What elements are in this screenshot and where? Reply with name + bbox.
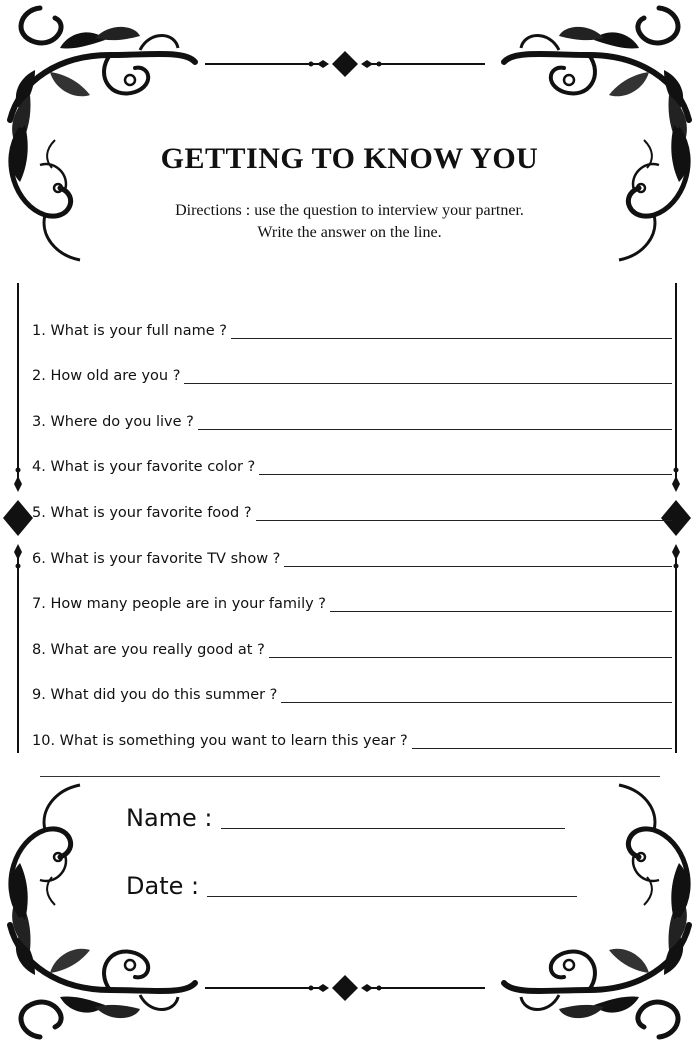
answer-line[interactable] — [281, 684, 672, 703]
diamond-divider-icon — [3, 283, 33, 753]
name-line[interactable] — [221, 802, 565, 829]
answer-line[interactable] — [198, 411, 672, 430]
name-field — [126, 802, 565, 833]
page-title: GETTING TO KNOW YOU — [160, 142, 539, 175]
question-text: 10. What is something you want to learn this year ? — [32, 732, 408, 749]
question-text: 8. What are you really good at ? — [32, 641, 265, 658]
answer-line[interactable] — [330, 593, 672, 612]
question-item — [32, 478, 672, 524]
date-line[interactable] — [207, 870, 577, 897]
question-text: 3. Where do you live ? — [32, 413, 194, 430]
question-item — [32, 387, 672, 433]
question-item — [32, 433, 672, 479]
question-text: 6. What is your favorite TV show ? — [32, 550, 281, 567]
question-text: 2. How old are you ? — [32, 368, 181, 385]
answer-line[interactable] — [269, 639, 672, 658]
question-text: 5. What is your favorite food ? — [32, 504, 252, 521]
question-text: 9. What did you do this summer ? — [32, 687, 278, 704]
directions — [0, 200, 699, 244]
answer-line[interactable] — [284, 548, 672, 567]
diamond-divider-icon — [205, 975, 485, 1001]
question-list — [32, 296, 672, 752]
question-item — [32, 661, 672, 707]
name-label: Name : — [126, 804, 213, 832]
question-item — [32, 342, 672, 388]
directions-line-2: Write the answer on the line. — [257, 224, 442, 241]
question-text: 7. How many people are in your family ? — [32, 596, 326, 613]
question-text: 4. What is your favorite color ? — [32, 459, 256, 476]
question-item — [32, 706, 672, 752]
question-item — [32, 570, 672, 616]
answer-line[interactable] — [259, 456, 672, 475]
question-item — [32, 524, 672, 570]
diamond-divider-icon — [205, 51, 485, 77]
question-item — [32, 615, 672, 661]
question-item — [32, 296, 672, 342]
directions-line-1: Directions : use the question to interview your partner. — [175, 202, 524, 219]
answer-line[interactable] — [184, 365, 672, 384]
date-field — [126, 870, 577, 901]
answer-line[interactable] — [231, 320, 672, 339]
question-text: 1. What is your full name ? — [32, 322, 227, 339]
answer-line[interactable] — [256, 502, 672, 521]
answer-line[interactable] — [412, 730, 672, 749]
section-divider — [40, 776, 660, 777]
date-label: Date : — [126, 872, 200, 900]
